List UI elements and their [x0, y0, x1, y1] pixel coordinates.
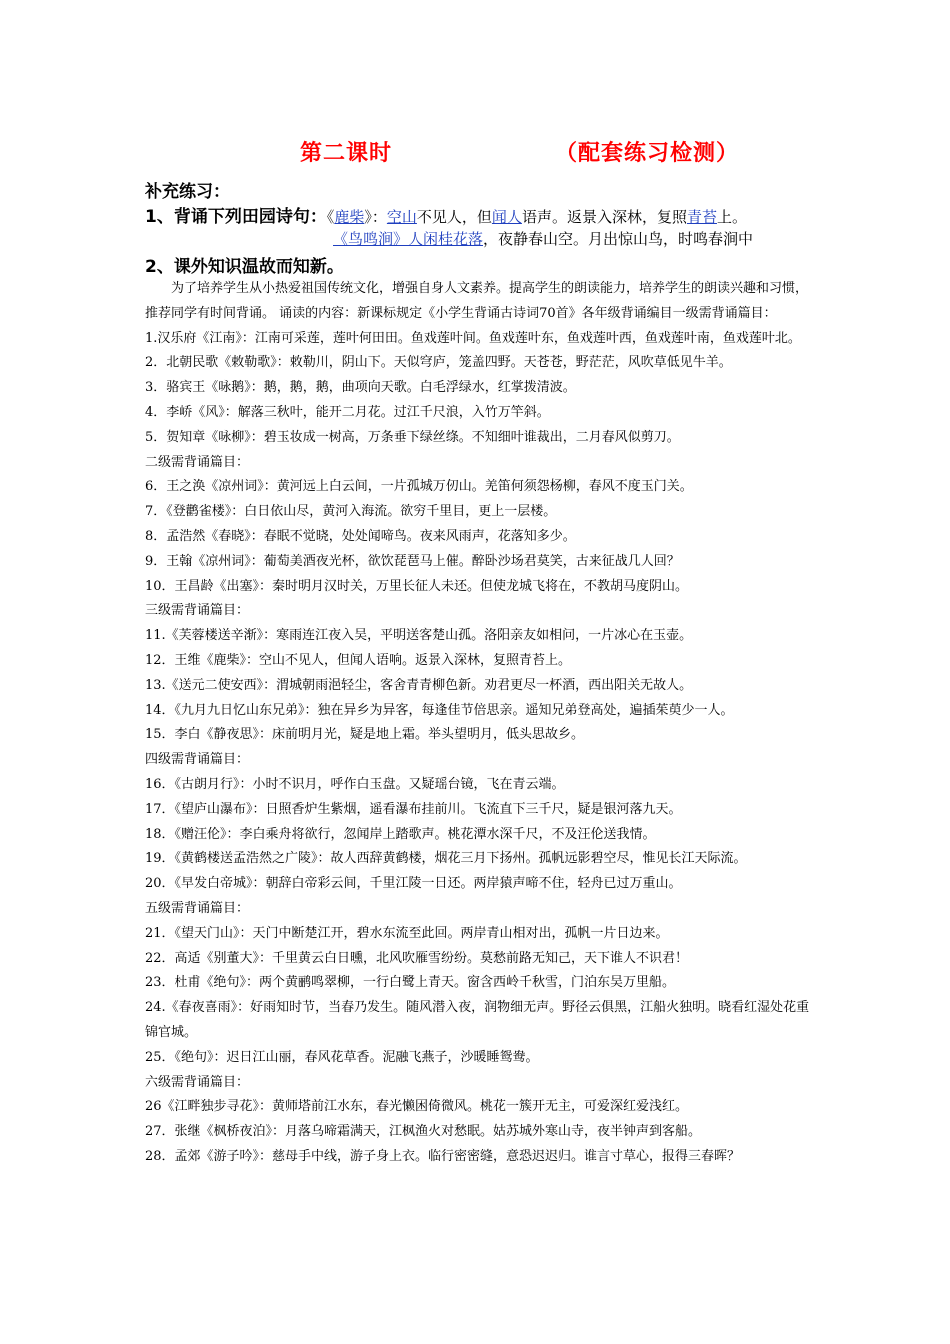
list-item: 9．王翰《凉州词》：葡萄美酒夜光杯，欲饮琵琶马上催。醉卧沙场君莫笑，古来征战几人回？ [145, 553, 680, 569]
title-lesson: 第二课时 [300, 141, 393, 166]
item1-heading [145, 202, 747, 227]
list-item: 1.汉乐府《江南》：江南可采莲，莲叶何田田。鱼戏莲叶间。鱼戏莲叶东，鱼戏莲叶西，鱼戏莲叶南，鱼戏莲叶北。 [145, 330, 801, 346]
list-item: 5．贺知章《咏柳》：碧玉妆成一树高，万条垂下绿丝绦。不知细叶谁裁出，二月春风似剪刀。 [145, 429, 680, 445]
list-item: 14．《九月九日忆山东兄弟》：独在异乡为异客，每逢佳节倍思亲。遥知兄弟登高处，遍插茱萸少一人。 [145, 702, 734, 718]
list-item: 六级需背诵篇目： [145, 1074, 250, 1090]
item1-label: 1、背诵下列田园诗句： [145, 207, 327, 227]
list-item: 4．李峤《风》：解落三秋叶，能开二月花。过江千尺浪，入竹万竿斜。 [145, 404, 550, 420]
list-item: 28．孟郊《游子吟》：慈母手中线，游子身上衣。临行密密缝，意恐迟迟归。谁言寸草心，报得三春晖？ [145, 1148, 741, 1164]
list-item: 2．北朝民歌《敕勒歌》：敕勒川，阴山下。天似穹庐，笼盖四野。天苍苍，野茫茫，风吹草低见牛羊。 [145, 355, 732, 371]
list-item: 16．《古朗月行》：小时不识月，呼作白玉盘。又疑瑶台镜，飞在青云端。 [145, 776, 565, 792]
poem1-word-link-3[interactable]: 青苔 [686, 208, 717, 226]
list-item: 27．张继《枫桥夜泊》：月落乌啼霜满天，江枫渔火对愁眠。姑苏城外寒山寺，夜半钟声到客船。 [145, 1124, 702, 1140]
list-item: 10．王昌龄《出塞》：秦时明月汉时关，万里长征人未还。但使龙城飞将在，不教胡马度阴山。 [145, 578, 689, 594]
list-item: 25．《绝句》：迟日江山丽，春风花草香。泥融飞燕子，沙暖睡鸳鸯。 [145, 1049, 539, 1065]
list-item: 12．王维《鹿柴》：空山不见人，但闻人语响。返景入深林，复照青苔上。 [145, 652, 572, 668]
list-item: 19．《黄鹤楼送孟浩然之广陵》：故人西辞黄鹤楼，烟花三月下扬州。孤帆远影碧空尽，惟见长江天际流。 [145, 851, 747, 867]
poem2-title-link[interactable]: 《鸟鸣涧》人闲桂花落 [333, 230, 484, 248]
poem1-line [327, 208, 747, 226]
list-item: 13.《送元二使安西》：渭城朝雨浥轻尘，客舍青青柳色新。劝君更尽一杯酒，西出阳关无故人。 [145, 677, 693, 693]
list-item: 15．李白《静夜思》：床前明月光，疑是地上霜。举头望明月，低头思故乡。 [145, 727, 585, 743]
list-item: 7．《登鹳雀楼》：白日依山尽，黄河入海流。欲穷千里目，更上一层楼。 [145, 504, 557, 520]
list-item: 二级需背诵篇目： [145, 454, 250, 470]
poem1-text-3: 上。 [716, 208, 747, 226]
poem1-title-link[interactable]: 鹿柴 [334, 208, 365, 226]
list-item: 为了培养学生从小热爱祖国传统文化，增强自身人文素养。提高学生的朗读能力，培养学生的朗读兴趣和习惯，推荐同学有时间背诵。 诵读的内容：新课标规定《小学生背诵古诗词70首》各年级背诵编目一级需背诵篇目： [145, 281, 809, 321]
poem-list [145, 277, 810, 1170]
list-item: 五级需背诵篇目： [145, 900, 250, 916]
list-item: 22．高适《别董大》：千里黄云白日曛，北风吹雁雪纷纷。莫愁前路无知己，天下谁人不识君！ [145, 950, 689, 966]
list-item: 18．《赠汪伦》：李白乘舟将欲行，忽闻岸上踏歌声。桃花潭水深千尺，不及汪伦送我情。 [145, 826, 656, 842]
list-item: 26《江畔独步寻花》：黄师塔前江水东，春光懒困倚微风。桃花一簇开无主，可爱深红爱浅红。 [145, 1099, 689, 1115]
page-title [0, 136, 950, 166]
title-subtitle: （配套练习检测） [555, 141, 740, 166]
list-item: 20．《早发白帝城》：朝辞白帝彩云间，千里江陵一日还。两岸猿声啼不住，轻舟已过万重山。 [145, 876, 682, 892]
poem1-text-1: 不见人，但 [416, 208, 492, 226]
item2-heading: 2、课外知识温故而知新。 [145, 257, 344, 277]
list-item: 17．《望庐山瀑布》：日照香炉生紫烟，遥看瀑布挂前川。飞流直下三千尺，疑是银河落九天。 [145, 801, 682, 817]
list-item: 3．骆宾王《咏鹅》：鹅，鹅，鹅，曲项向天歌。白毛浮绿水，红掌拨清波。 [145, 380, 576, 396]
list-item: 24.《春夜喜雨》：好雨知时节，当春乃发生。随风潜入夜，润物细无声。野径云俱黑，江船火独明。晓看红湿处花重锦官城。 [145, 1000, 810, 1040]
poem1-word-link-1[interactable]: 空山 [386, 208, 417, 226]
poem1-bracket-close: 》： [364, 208, 387, 226]
list-item: 四级需背诵篇目： [145, 752, 250, 768]
poem1-text-2: 语声。返景入深林，复照 [521, 208, 687, 226]
list-item: 6．王之涣《凉州词》：黄河远上白云间，一片孤城万仞山。羌笛何须怨杨柳，春风不度玉门关。 [145, 479, 693, 495]
list-item: 11.《芙蓉楼送辛渐》：寒雨连江夜入吴，平明送客楚山孤。洛阳亲友如相问，一片冰心在玉壶。 [145, 628, 693, 644]
poem1-word-link-2[interactable]: 闻人 [491, 208, 522, 226]
poem2-text: ，夜静春山空。月出惊山鸟，时鸣春涧中 [483, 230, 754, 248]
poem2-line [333, 228, 753, 249]
poem1-bracket-open: 《 [326, 208, 335, 226]
list-item: 21．《望天门山》：天门中断楚江开，碧水东流至此回。两岸青山相对出，孤帆一片日边来。 [145, 925, 669, 941]
list-item: 8．孟浩然《春晓》：春眠不觉晓，处处闻啼鸟。夜来风雨声，花落知多少。 [145, 528, 576, 544]
section-supplement-heading: 补充练习： [145, 182, 230, 202]
list-item: 三级需背诵篇目： [145, 603, 250, 619]
list-item: 23．杜甫《绝句》：两个黄鹂鸣翠柳，一行白鹭上青天。窗含西岭千秋雪，门泊东吴万里船。 [145, 975, 676, 991]
